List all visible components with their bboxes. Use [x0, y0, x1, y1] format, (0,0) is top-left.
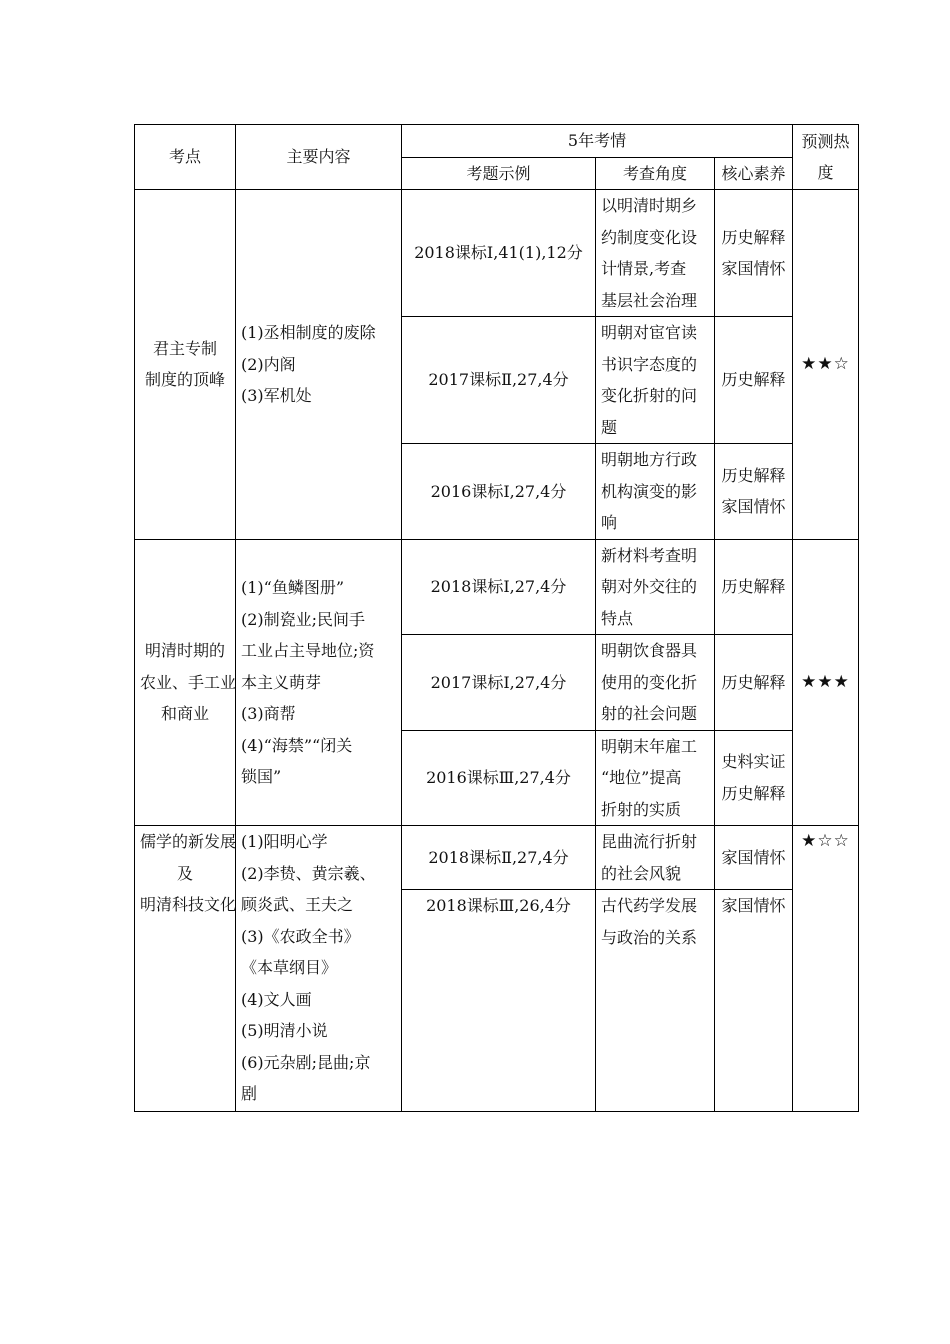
angle-line: 明朝末年雇工	[601, 736, 698, 756]
topic-cell	[135, 190, 236, 540]
topic-line: 明清时期的	[144, 641, 225, 660]
table-row	[135, 190, 859, 317]
angle-line: 明朝对宦官读	[601, 323, 698, 342]
content-cell	[236, 826, 402, 1112]
angle-line: 折射的实质	[601, 799, 682, 819]
angle-cell	[596, 730, 715, 826]
literacy-line: 家国情怀	[721, 259, 786, 278]
literacy-line: 历史解释	[721, 672, 786, 692]
table-row	[135, 539, 859, 635]
content-line: 剧	[241, 1084, 258, 1103]
content-line: (6)元杂剧;昆曲;京	[241, 1052, 371, 1072]
exam-table	[134, 124, 859, 1112]
table-row	[135, 826, 859, 890]
header-example: 考题示例	[402, 157, 596, 190]
topic-line: 明清科技文化	[140, 895, 237, 914]
content-line: (3)《农政全书》	[241, 926, 360, 946]
angle-cell	[596, 539, 715, 635]
literacy-line: 历史解释	[721, 227, 786, 247]
literacy-cell	[715, 635, 793, 731]
topic-line: 农业、手工业	[140, 672, 237, 692]
angle-line: 朝对外交往的	[601, 577, 698, 596]
literacy-line: 家国情怀	[721, 896, 786, 915]
angle-line: 机构演变的影	[601, 481, 698, 501]
literacy-line: 家国情怀	[721, 497, 786, 517]
header-angle: 考查角度	[596, 157, 715, 190]
literacy-cell	[715, 317, 793, 444]
topic-cell	[135, 539, 236, 826]
angle-line: 与政治的关系	[601, 927, 698, 947]
angle-line: 使用的变化折	[601, 672, 698, 692]
heat-stars: ★★☆	[793, 190, 859, 540]
literacy-line: 历史解释	[721, 783, 786, 803]
angle-line: 约制度变化设	[601, 227, 698, 247]
angle-line: 变化折射的问	[601, 386, 698, 405]
header-main-content: 主要内容	[236, 125, 402, 190]
content-line: (1)阳明心学	[241, 832, 328, 851]
heat-stars: ★★★	[793, 539, 859, 826]
example-cell: 2018课标Ⅰ,27,4分	[402, 539, 596, 635]
example-cell: 2018课标Ⅲ,26,4分	[402, 890, 596, 1112]
header-heat-line: 预测热	[801, 131, 850, 151]
content-cell	[236, 190, 402, 540]
literacy-cell	[715, 539, 793, 635]
content-line: (4)“海禁”“闭关	[241, 735, 353, 755]
angle-cell	[596, 826, 715, 890]
content-line: (4)文人画	[241, 989, 312, 1009]
angle-line: 古代药学发展	[601, 896, 698, 915]
literacy-line: 家国情怀	[721, 847, 786, 867]
topic-line: 儒学的新发展	[140, 832, 237, 851]
literacy-cell	[715, 444, 793, 540]
angle-line: “地位”提高	[601, 768, 682, 787]
angle-cell	[596, 317, 715, 444]
literacy-line: 历史解释	[721, 465, 786, 485]
content-line: (3)商帮	[241, 704, 296, 723]
content-line: 顾炎武、王夫之	[241, 895, 354, 914]
content-line: (5)明清小说	[241, 1021, 328, 1040]
content-line: (3)军机处	[241, 386, 312, 405]
content-line: 锁国”	[241, 767, 282, 786]
topic-cell	[135, 826, 236, 1112]
angle-line: 新材料考查明	[601, 545, 698, 565]
literacy-cell	[715, 190, 793, 317]
literacy-cell	[715, 730, 793, 826]
angle-line: 基层社会治理	[601, 290, 698, 310]
content-line: (1)“鱼鳞图册”	[241, 578, 345, 597]
angle-line: 明朝地方行政	[601, 450, 698, 469]
content-line: (2)内阁	[241, 354, 296, 374]
header-literacy: 核心素养	[715, 157, 793, 190]
example-cell: 2016课标Ⅲ,27,4分	[402, 730, 596, 826]
topic-line: 君主专制	[152, 338, 217, 358]
content-line: 《本草纲目》	[241, 958, 338, 977]
angle-line: 计情景,考查	[601, 259, 687, 278]
content-line: 工业占主导地位;资	[241, 641, 375, 660]
example-cell: 2016课标Ⅰ,27,4分	[402, 444, 596, 540]
angle-line: 响	[601, 513, 618, 532]
angle-cell	[596, 890, 715, 1112]
example-cell: 2017课标Ⅰ,27,4分	[402, 635, 596, 731]
angle-cell	[596, 444, 715, 540]
angle-line: 题	[601, 417, 618, 437]
example-cell: 2017课标Ⅱ,27,4分	[402, 317, 596, 444]
content-line: (1)丞相制度的废除	[241, 323, 376, 342]
literacy-line: 历史解释	[721, 370, 786, 390]
content-line: 本主义萌芽	[241, 672, 322, 692]
topic-line: 制度的顶峰	[144, 370, 225, 390]
content-line: (2)制瓷业;民间手	[241, 609, 366, 629]
literacy-cell	[715, 826, 793, 890]
topic-line: 及	[176, 863, 193, 883]
heat-stars: ★☆☆	[793, 826, 859, 1112]
angle-line: 的社会风貌	[601, 863, 682, 883]
header-heat	[793, 125, 859, 190]
content-cell	[236, 539, 402, 826]
angle-line: 射的社会问题	[601, 704, 698, 723]
literacy-line: 史料实证	[721, 752, 786, 772]
angle-cell	[596, 635, 715, 731]
literacy-line: 历史解释	[721, 577, 786, 596]
angle-line: 昆曲流行折射	[601, 832, 698, 851]
header-heat-line: 度	[817, 163, 834, 182]
header-kaodian: 考点	[135, 125, 236, 190]
topic-line: 和商业	[160, 704, 209, 723]
header-five-year: 5年考情	[402, 125, 793, 158]
angle-cell	[596, 190, 715, 317]
angle-line: 以明清时期乡	[601, 196, 698, 215]
literacy-cell	[715, 890, 793, 1112]
content-line: (2)李贽、黄宗羲、	[241, 863, 376, 883]
example-cell: 2018课标Ⅱ,27,4分	[402, 826, 596, 890]
angle-line: 明朝饮食器具	[601, 641, 698, 660]
angle-line: 书识字态度的	[601, 354, 698, 374]
angle-line: 特点	[601, 608, 634, 628]
example-cell: 2018课标Ⅰ,41(1),12分	[402, 190, 596, 317]
